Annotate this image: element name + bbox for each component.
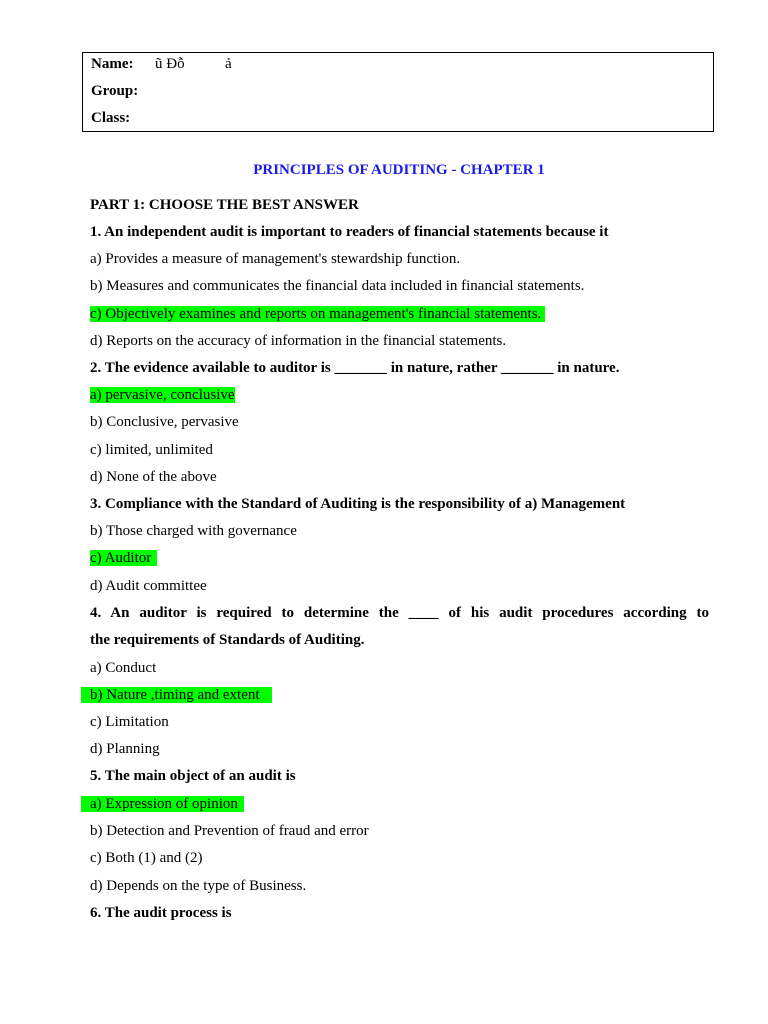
q3-option-c-text: c) Auditor bbox=[90, 550, 157, 566]
q3-option-c-answer bbox=[90, 549, 157, 567]
q3-option-d: d) Audit committee bbox=[90, 578, 207, 594]
name-label: Name: bbox=[91, 56, 134, 72]
q2-option-b: b) Conclusive, pervasive bbox=[90, 414, 239, 430]
q2-option-a-answer bbox=[90, 386, 235, 404]
q1-option-d: d) Reports on the accuracy of information in the financial statements. bbox=[90, 333, 507, 349]
q2-option-c: c) limited, unlimited bbox=[90, 442, 213, 458]
question-6: 6. The audit process is bbox=[90, 905, 232, 921]
q5-option-c: c) Both (1) and (2) bbox=[90, 850, 203, 866]
q2-option-a-text: a) pervasive, conclusive bbox=[90, 387, 235, 403]
q5-option-a-answer bbox=[81, 795, 244, 813]
name-row bbox=[91, 55, 133, 73]
q4-option-d: d) Planning bbox=[90, 741, 160, 757]
q2-option-d: d) None of the above bbox=[90, 469, 217, 485]
class-row bbox=[91, 109, 130, 127]
group-label: Group: bbox=[91, 83, 139, 99]
question-2: 2. The evidence available to auditor is _______ in nature, rather _______ in nature. bbox=[90, 360, 620, 376]
q3-option-b: b) Those charged with governance bbox=[90, 523, 297, 539]
q4-option-b-answer bbox=[81, 686, 272, 704]
group-row bbox=[91, 82, 138, 100]
q1-option-c-text: c) Objectively examines and reports on management's financial statements. bbox=[90, 306, 545, 322]
q5-option-a-text: a) Expression of opinion bbox=[81, 796, 244, 812]
part-heading: PART 1: CHOOSE THE BEST ANSWER bbox=[90, 197, 359, 213]
q1-option-c-answer bbox=[90, 305, 545, 323]
question-3: 3. Compliance with the Standard of Auditing is the responsibility of a) Management bbox=[90, 496, 626, 512]
q1-option-b: b) Measures and communicates the financial data included in financial statements. bbox=[90, 278, 585, 294]
q4-option-c: c) Limitation bbox=[90, 714, 169, 730]
q5-option-b: b) Detection and Prevention of fraud and error bbox=[90, 823, 369, 839]
name-value-2[interactable]: ả bbox=[225, 56, 232, 72]
q5-option-d: d) Depends on the type of Business. bbox=[90, 878, 307, 894]
student-info-box bbox=[82, 52, 714, 132]
question-4-line-2: the requirements of Standards of Auditing. bbox=[90, 632, 365, 648]
q4-option-a: a) Conduct bbox=[90, 660, 157, 676]
q1-option-a: a) Provides a measure of management's stewardship function. bbox=[90, 251, 461, 267]
question-4-line-1: 4. An auditor is required to determine the ____ of his audit procedures according to bbox=[90, 605, 709, 621]
class-label: Class: bbox=[91, 110, 131, 126]
name-value[interactable]: ũ Đỗ bbox=[155, 56, 185, 72]
question-1: 1. An independent audit is important to readers of financial statements because it bbox=[90, 224, 609, 240]
q4-option-b-text: b) Nature ,timing and extent bbox=[81, 687, 272, 703]
question-5: 5. The main object of an audit is bbox=[90, 768, 296, 784]
document-title: PRINCIPLES OF AUDITING - CHAPTER 1 bbox=[253, 162, 545, 178]
